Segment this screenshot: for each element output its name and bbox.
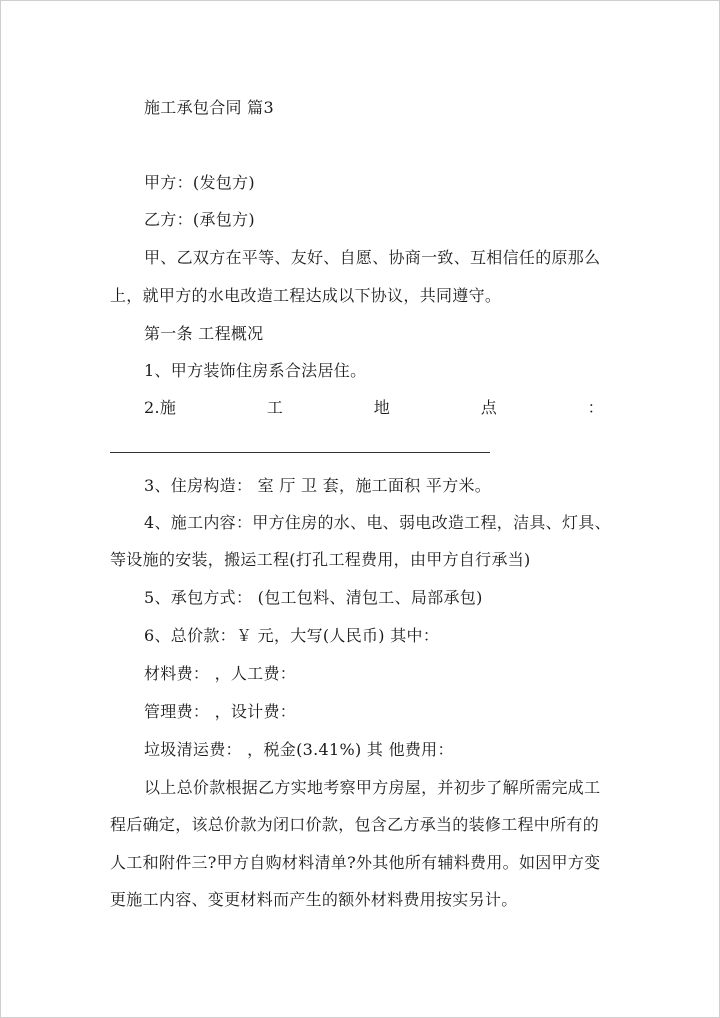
item-2-char: 工 <box>266 398 284 417</box>
fee-line-1: 材料费： ，人工费： <box>144 664 297 683</box>
paragraph-line-2: 程后确定，该总价款为闭口价款，包含乙方承当的装修工程中所有的 <box>110 815 600 834</box>
item-1: 1、甲方装饰住房系合法居住。 <box>144 361 367 380</box>
item-4-line-1: 4、施工内容：甲方住房的水、电、弱电改造工程，洁具、灯具、 <box>144 513 611 532</box>
item-2-construction-site <box>144 398 604 418</box>
article-1-heading: 第一条 工程概况 <box>144 324 264 343</box>
intro-line-1: 甲、乙双方在平等、友好、自愿、协商一致、互相信任的原那么 <box>144 248 601 267</box>
item-2-char: 地 <box>373 398 391 417</box>
item-6: 6、总价款：￥ 元，大写(人民币) 其中： <box>144 626 440 645</box>
item-2-char: ： <box>587 398 604 417</box>
fee-line-2: 管理费： ，设计费： <box>144 702 297 721</box>
item-3: 3、住房构造： 室 厅 卫 套，施工面积 平方米。 <box>144 476 492 495</box>
item-5: 5、承包方式： (包工包料、清包工、局部承包) <box>144 588 483 607</box>
fill-in-underline <box>110 452 490 453</box>
paragraph-line-1: 以上总价款根据乙方实地考察甲方房屋，并初步了解所需完成工 <box>144 778 601 797</box>
intro-line-2: 上，就甲方的水电改造工程达成以下协议，共同遵守。 <box>110 286 502 305</box>
document-title: 施工承包合同 篇3 <box>144 98 274 117</box>
item-2-char: 2.施 <box>144 398 177 417</box>
paragraph-line-4: 更施工内容、变更材料而产生的额外材料费用按实另计。 <box>110 890 518 909</box>
party-b-line: 乙方：(承包方) <box>144 210 255 229</box>
paragraph-line-3: 人工和附件三?甲方自购材料清单?外其他所有辅料费用。如因甲方变 <box>110 853 601 872</box>
item-4-line-2: 等设施的安装，搬运工程(打孔工程费用，由甲方自行承当) <box>110 550 531 569</box>
item-2-char: 点 <box>480 398 498 417</box>
party-a-line: 甲方：(发包方) <box>144 173 255 192</box>
fee-line-3: 垃圾清运费： ，税金(3.41%) 其 他费用： <box>144 740 454 759</box>
